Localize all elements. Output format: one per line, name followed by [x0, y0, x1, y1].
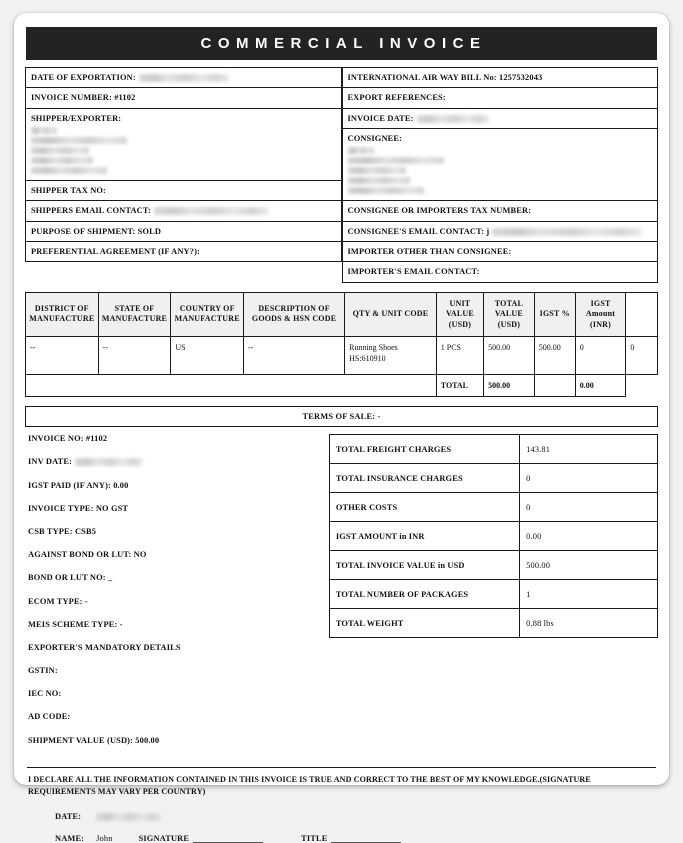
goods-col-qty-unit-code: QTY & UNIT CODE [345, 292, 437, 336]
header-row-consignee-s-email-contact [342, 221, 658, 241]
charge-row-other-costs [329, 493, 657, 522]
goods-cell-total-value: 500.00 [484, 336, 535, 374]
field-label: EXPORT REFERENCES: [347, 93, 446, 103]
header-cell-consignee-s-email-contact [342, 221, 658, 241]
header-row-purpose-of-shipment-sold [26, 221, 342, 241]
header-row-importer-s-email-contact [342, 262, 658, 282]
charge-value: 0.00 [520, 522, 658, 551]
exporter-details-list [25, 434, 329, 759]
charge-row-total-weight [329, 609, 657, 638]
goods-total-label: TOTAL [436, 374, 483, 396]
charge-value: 0.88 lbs [520, 609, 658, 638]
field-label: INTERNATIONAL AIR WAY BILL No: [347, 73, 497, 82]
detail-igst-paid-if-any-0-00: IGST PAID (IF ANY): 0.00 [28, 480, 129, 490]
goods-total-row [26, 374, 658, 396]
header-cell-importer-other-than-consignee [342, 242, 658, 262]
address-line-redacted [348, 167, 406, 174]
consignee-table [342, 67, 659, 283]
header-row-consignee [342, 129, 658, 201]
field-label: PURPOSE OF SHIPMENT: SOLD [31, 226, 162, 236]
field-label: PREFERENTIAL AGREEMENT (IF ANY?): [31, 247, 200, 257]
header-cell-preferential-agreement-if-any [26, 242, 342, 262]
header-row-export-references [342, 88, 658, 108]
goods-table [25, 292, 658, 397]
goods-total-overflow-spacer [626, 374, 658, 396]
field-label: CONSIGNEE'S EMAIL CONTACT: [347, 226, 485, 236]
goods-cell-country: US [171, 336, 244, 374]
charge-row-igst-amount-in-inr [329, 522, 657, 551]
invoice-card [14, 13, 669, 843]
header-row-international-air-way-bill-no [342, 68, 658, 88]
detail-ecom-type: ECOM TYPE: - [28, 596, 88, 606]
header-cell-invoice-date [342, 108, 658, 128]
header-row-date-of-exportation [26, 68, 342, 88]
name-label: NAME: [55, 833, 85, 843]
header-cell-international-air-way-bill-no [342, 68, 658, 88]
detail-gstin: GSTIN: [28, 666, 58, 676]
charge-label: TOTAL FREIGHT CHARGES [329, 435, 519, 464]
signature-label: SIGNATURE [138, 833, 190, 843]
name-value: John [96, 833, 113, 843]
charge-label: IGST AMOUNT in INR [329, 522, 519, 551]
redacted-value [154, 207, 269, 215]
charge-value: 143.81 [520, 435, 658, 464]
address-line-redacted [31, 137, 127, 144]
page-title: COMMERCIAL INVOICE [26, 27, 657, 60]
field-label: CONSIGNEE OR IMPORTERS TAX NUMBER: [347, 206, 532, 216]
inv-date-redacted [75, 458, 143, 466]
redacted-value [417, 115, 489, 123]
field-label: DATE OF EXPORTATION: [31, 73, 136, 82]
goods-cell-qty-unit-code: Running Shoes HS:610910 [345, 336, 437, 374]
goods-col-description-of-goods-hsn-code: DESCRIPTION OF GOODS & HSN CODE [244, 292, 345, 336]
redacted-value [492, 228, 642, 236]
header-row-shipper-tax-no [26, 181, 342, 201]
charge-row-total-invoice-value-in-usd [329, 551, 657, 580]
goods-total-igst-amount: 0.00 [575, 374, 626, 396]
field-label: SHIPPER/EXPORTER: [31, 113, 122, 123]
goods-cell-district: -- [26, 336, 99, 374]
address-line-redacted [348, 147, 374, 154]
goods-header-row [26, 292, 658, 336]
header-right-column [342, 67, 659, 283]
field-value: 1257532043 [496, 73, 543, 82]
address-line-redacted [31, 157, 93, 164]
detail-shipment-value-usd-500-00: SHIPMENT VALUE (USD): 500.00 [28, 735, 160, 745]
header-row-importer-other-than-consignee [342, 242, 658, 262]
goods-col-overflow-spacer [626, 292, 658, 336]
charge-label: TOTAL INSURANCE CHARGES [329, 464, 519, 493]
date-label: DATE: [55, 811, 82, 821]
goods-cell-igst-amount: 0 [575, 336, 626, 374]
detail-invoice-type-no-gst: INVOICE TYPE: NO GST [28, 503, 129, 513]
header-row-shippers-email-contact [26, 201, 342, 221]
field-label: INVOICE DATE: [347, 113, 414, 123]
field-label: SHIPPERS EMAIL CONTACT: [31, 206, 151, 216]
charges-table [329, 434, 658, 638]
header-row-preferential-agreement-if-any [26, 242, 342, 262]
goods-cell-description: -- [244, 336, 345, 374]
header-cell-shippers-email-contact [26, 201, 342, 221]
detail-iec-no: IEC NO: [28, 689, 62, 699]
lower-section [25, 434, 658, 759]
address-line-redacted [31, 147, 89, 154]
goods-col-district-of-manufacture: DISTRICT OF MANUFACTURE [26, 292, 99, 336]
header-row-consignee-or-importers-tax-number [342, 201, 658, 221]
detail-bond-or-lut-no: BOND OR LUT NO: _ [28, 573, 113, 583]
field-label: IMPORTER'S EMAIL CONTACT: [347, 267, 480, 277]
charge-label: OTHER COSTS [329, 493, 519, 522]
header-cell-shipper-tax-no [26, 181, 342, 201]
charge-label: TOTAL WEIGHT [329, 609, 519, 638]
charge-value: 1 [520, 580, 658, 609]
detail-invoice-no-1102: INVOICE NO: #1102 [28, 434, 108, 444]
charge-value: 0 [520, 464, 658, 493]
charge-label: TOTAL INVOICE VALUE in USD [329, 551, 519, 580]
goods-col-igst-amount-inr: IGST Amount (INR) [575, 292, 626, 336]
header-cell-consignee [342, 129, 658, 201]
goods-row [26, 336, 658, 374]
title-label: TITLE [301, 833, 328, 843]
address-line-redacted [31, 127, 57, 134]
redacted-value [139, 74, 229, 82]
address-line-redacted [348, 157, 444, 164]
charge-value: 500.00 [520, 551, 658, 580]
header-cell-consignee-or-importers-tax-number [342, 201, 658, 221]
detail-inv-date: INV DATE: [28, 457, 329, 466]
terms-of-sale-bar: TERMS OF SALE: - [25, 406, 658, 427]
goods-col-total-value-usd: TOTAL VALUE (USD) [484, 292, 535, 336]
goods-table-body [26, 336, 658, 396]
header-row-shipper-exporter [26, 108, 342, 180]
goods-total-igst-percent [534, 374, 575, 396]
detail-exporter-s-mandatory-details: EXPORTER'S MANDATORY DETAILS [28, 642, 181, 652]
date-value-redacted [96, 813, 162, 821]
address-line-redacted [31, 167, 107, 174]
address-line-redacted [348, 177, 410, 184]
charges-panel [329, 434, 658, 759]
header-row-invoice-date [342, 108, 658, 128]
header-cell-importer-s-email-contact [342, 262, 658, 282]
header-cell-invoice-number [26, 88, 342, 108]
detail-ad-code: AD CODE: [28, 712, 71, 722]
goods-total-value: 500.00 [484, 374, 535, 396]
header-row-invoice-number [26, 88, 342, 108]
header-cell-export-references [342, 88, 658, 108]
header-section [25, 67, 658, 283]
field-label: IMPORTER OTHER THAN CONSIGNEE: [347, 247, 512, 257]
header-left-column [25, 67, 342, 283]
charge-row-total-number-of-packages [329, 580, 657, 609]
field-label: SHIPPER TAX NO: [31, 186, 106, 196]
header-cell-shipper-exporter [26, 108, 342, 180]
declaration-divider [27, 767, 656, 768]
charge-value: 0 [520, 493, 658, 522]
declaration-date-row [25, 812, 658, 821]
charge-row-total-freight-charges [329, 435, 657, 464]
goods-table-header [26, 292, 658, 336]
goods-cell-overflow: 0 [626, 336, 658, 374]
goods-cell-state: -- [98, 336, 171, 374]
signature-field[interactable] [193, 834, 263, 843]
field-value: j [484, 226, 490, 236]
field-label: INVOICE NUMBER: [31, 93, 112, 103]
detail-against-bond-or-lut-no: AGAINST BOND OR LUT: NO [28, 550, 147, 560]
header-cell-purpose-of-shipment-sold [26, 221, 342, 241]
field-value: #1102 [111, 93, 136, 103]
declaration-text: I DECLARE ALL THE INFORMATION CONTAINED IN THIS INVOICE IS TRUE AND CORRECT TO THE BEST OF MY KNOWLEDGE.(SIGNATURE REQUIREMENTS MAY VARY PER COUNTRY) [28, 774, 591, 797]
field-label: CONSIGNEE: [347, 134, 403, 144]
detail-csb-type-csb5: CSB TYPE: CSB5 [28, 526, 97, 536]
header-cell-date-of-exportation [26, 68, 342, 88]
charge-row-total-insurance-charges [329, 464, 657, 493]
goods-col-country-of-manufacture: COUNTRY OF MANUFACTURE [171, 292, 244, 336]
goods-cell-igst-percent: 500.00 [534, 336, 575, 374]
address-line-redacted [348, 187, 424, 194]
charge-label: TOTAL NUMBER OF PACKAGES [329, 580, 519, 609]
goods-total-spacer [26, 374, 437, 396]
detail-meis-scheme-type: MEIS SCHEME TYPE: - [28, 619, 123, 629]
title-field[interactable] [331, 834, 401, 843]
shipper-table [25, 67, 342, 262]
declaration-signature-row [25, 834, 658, 843]
goods-col-unit-value-usd: UNIT VALUE (USD) [436, 292, 483, 336]
goods-col-state-of-manufacture: STATE OF MANUFACTURE [98, 292, 171, 336]
goods-col-igst: IGST % [534, 292, 575, 336]
goods-cell-unit-value: 1 PCS [436, 336, 483, 374]
